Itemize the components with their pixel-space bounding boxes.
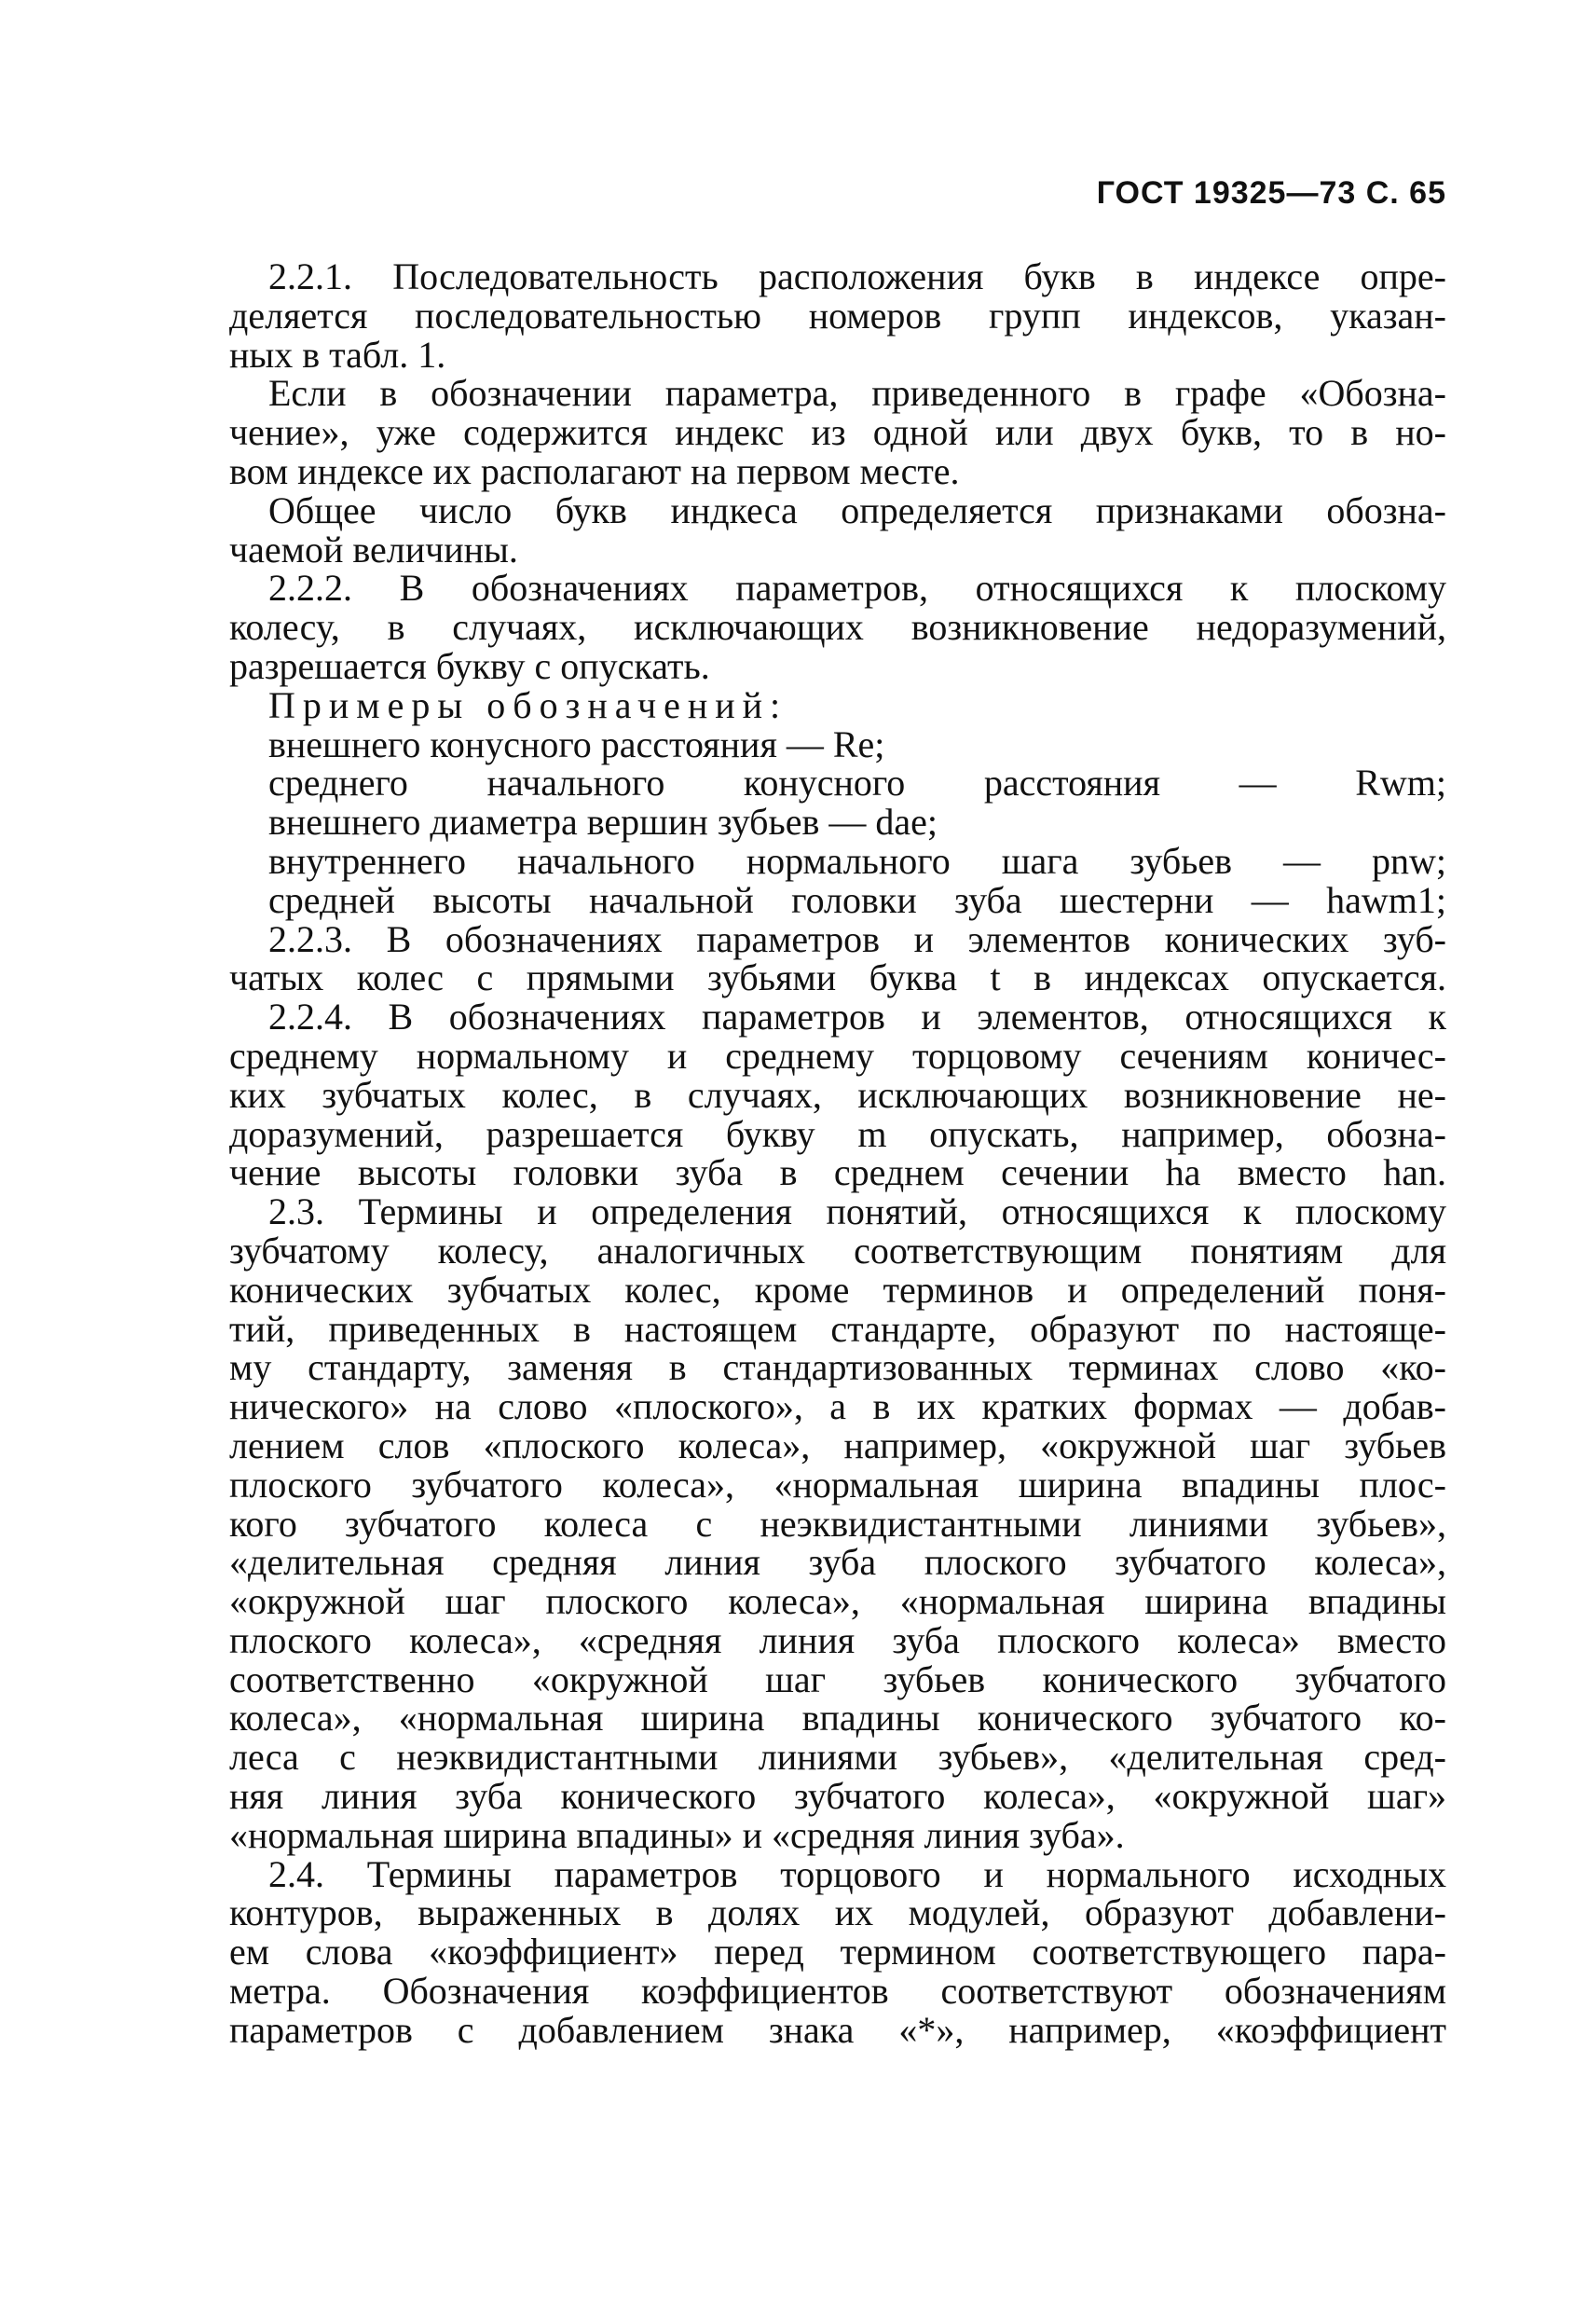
text-line: «нормальная ширина впадины» и «средняя линия зуба».: [229, 1813, 1125, 1856]
text-line: средней высоты начальной головки зуба шестерни — hawm1;: [268, 878, 1446, 921]
text-line: колесу, в случаях, исключающих возникновение недоразумений,: [229, 606, 1446, 649]
text-line: колеса», «нормальная ширина впадины конического зубчатого ко-: [229, 1697, 1446, 1740]
text-line: му стандарту, заменяя в стандартизованных терминах слово «ко-: [229, 1346, 1446, 1389]
text-line: Примеры обозначений:: [268, 683, 788, 726]
text-line: «окружной шаг плоского колеса», «нормальная ширина впадины: [229, 1580, 1446, 1623]
text-line: деляется последовательностью номеров групп индексов, указан-: [229, 294, 1446, 337]
text-line: внешнего диаметра вершин зубьев — dae;: [268, 801, 938, 844]
text-line: кого зубчатого колеса с неэквидистантными линиями зубьев»,: [229, 1502, 1446, 1545]
text-line: плоского зубчатого колеса», «нормальная ширина впадины плос-: [229, 1463, 1446, 1506]
text-line: 2.2.2. В обозначениях параметров, относящихся к плоскому: [268, 567, 1446, 610]
text-line: леса с неэквидистантными линиями зубьев», «делительная сред-: [229, 1736, 1446, 1779]
text-line: 2.3. Термины и определения понятий, относящихся к плоскому: [268, 1190, 1446, 1233]
text-line: Общее число букв индкеса определяется признаками обозна-: [268, 488, 1446, 531]
text-line: соответственно «окружной шаг зубьев конического зубчатого: [229, 1657, 1446, 1700]
text-line: 2.2.1. Последовательность расположения букв в индексе опре-: [268, 255, 1446, 297]
text-line: метра. Обозначения коэффициентов соответствуют обозначениям: [229, 1970, 1446, 2013]
text-line: конических зубчатых колес, кроме терминов и определений поня-: [229, 1268, 1446, 1311]
text-line: лением слов «плоского колеса», например, «окружной шаг зубьев: [229, 1423, 1446, 1466]
page-header: ГОСТ 19325—73 С. 65: [1096, 175, 1446, 211]
text-line: разрешается букву c опускать.: [229, 644, 710, 687]
text-line: чаемой величины.: [229, 528, 518, 571]
text-line: чатых колес с прямыми зубьями буква t в индексах опускается.: [229, 956, 1446, 999]
text-line: среднего начального конусного расстояния — Rwm;: [268, 762, 1446, 804]
text-line: ных в табл. 1.: [229, 333, 446, 376]
text-line: контуров, выраженных в долях их модулей, образуют добавлени-: [229, 1891, 1446, 1934]
text-line: доразумений, разрешается букву m опускать, например, обозна-: [229, 1112, 1446, 1155]
text-line: вом индексе их располагают на первом месте.: [229, 449, 960, 492]
document-body: [229, 257, 1446, 2050]
text-line: ких зубчатых колес, в случаях, исключающих возникновение не-: [229, 1073, 1446, 1116]
text-line: параметров с добавлением знака «*», например, «коэффициент: [229, 2008, 1446, 2051]
text-line: чение высоты головки зуба в среднем сечении ha вместо han.: [229, 1151, 1446, 1194]
text-line: нического» на слово «плоского», а в их кратких формах — добав-: [229, 1385, 1446, 1428]
text-line: зубчатому колесу, аналогичных соответствующим понятиям для: [229, 1229, 1446, 1272]
text-line: внешнего конусного расстояния — Re;: [268, 722, 885, 765]
text-line: 2.2.3. В обозначениях параметров и элементов конических зуб-: [268, 917, 1446, 960]
text-line: Если в обозначении параметра, приведенного в графе «Обозна-: [268, 372, 1446, 415]
text-line: чение», уже содержится индекс из одной или двух букв, то в но-: [229, 411, 1446, 454]
text-line: ем слова «коэффициент» перед термином соответствующего пара-: [229, 1931, 1446, 1973]
text-line: няя линия зуба конического зубчатого колеса», «окружной шаг»: [229, 1775, 1446, 1818]
text-line: внутреннего начального нормального шага зубьев — pnw;: [268, 839, 1446, 882]
text-line: 2.4. Термины параметров торцового и нормального исходных: [268, 1852, 1446, 1895]
text-line: среднему нормальному и среднему торцовому сечениям коничес-: [229, 1034, 1446, 1077]
text-line: «делительная средняя линия зуба плоского зубчатого колеса»,: [229, 1541, 1446, 1584]
text-line: плоского колеса», «средняя линия зуба плоского колеса» вместо: [229, 1618, 1446, 1661]
text-line: тий, приведенных в настоящем стандарте, образуют по настояще-: [229, 1307, 1446, 1350]
text-line: 2.2.4. В обозначениях параметров и элементов, относящихся к: [268, 996, 1446, 1038]
